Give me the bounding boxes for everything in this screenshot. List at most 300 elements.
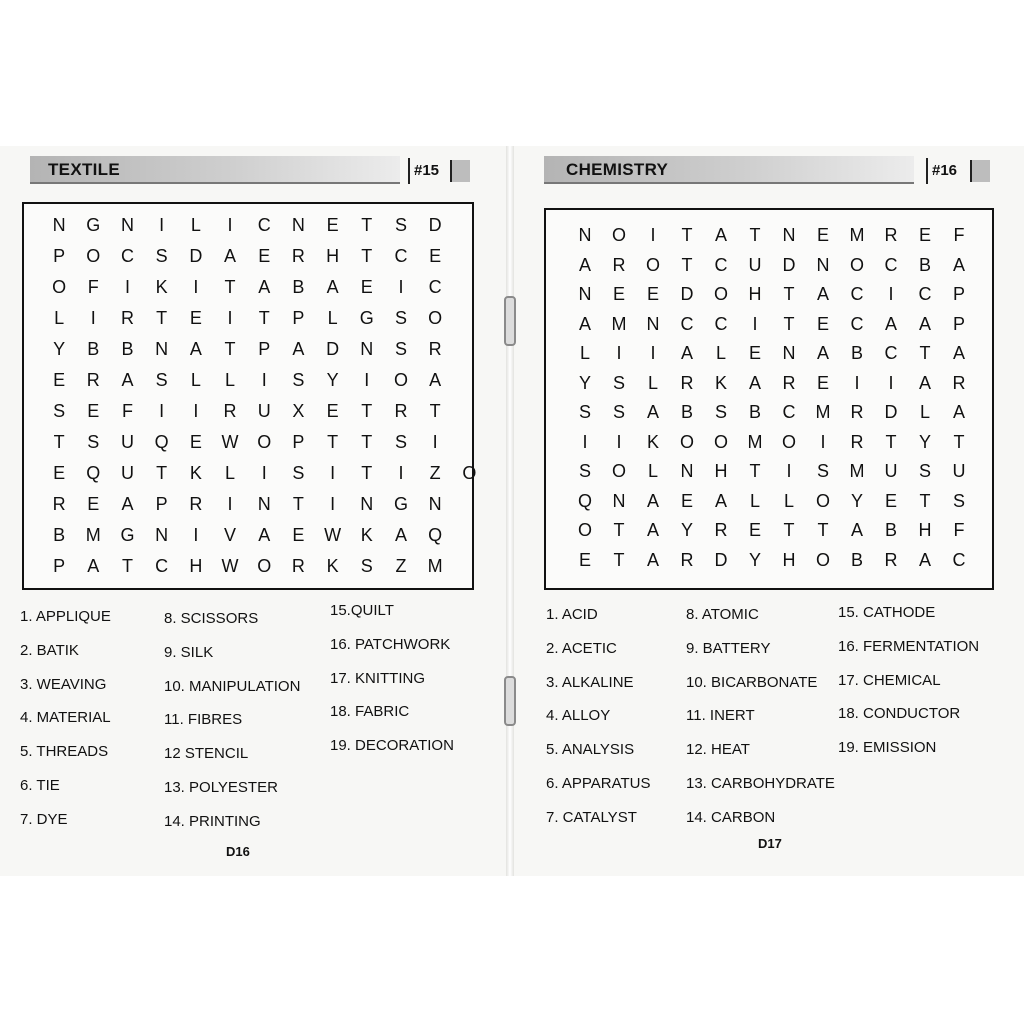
grid-letter: C [884, 343, 898, 363]
grid-row [568, 427, 976, 457]
grid-letter: R [680, 549, 694, 570]
grid-letter: T [783, 284, 795, 304]
grid-letter: C [680, 313, 694, 334]
word-list-item: 3. WEAVING [20, 675, 107, 693]
grid-letter: S [578, 402, 591, 422]
grid-letter: L [919, 402, 930, 422]
word-list-item: 9. SILK [164, 643, 214, 661]
grid-letter: O [645, 254, 660, 275]
grid-letter: A [714, 490, 727, 511]
grid-letter: U [884, 461, 898, 481]
word-search-grid [22, 202, 477, 590]
grid-letter: E [816, 372, 829, 393]
grid-letter: F [953, 225, 965, 245]
puzzle-header [30, 156, 474, 186]
header-tail [450, 160, 470, 182]
grid-letter: M [427, 556, 443, 576]
grid-row [42, 365, 452, 395]
grid-row [568, 456, 976, 486]
word-list-item: 4. ALLOY [546, 707, 611, 725]
grid-letter: I [193, 525, 199, 545]
grid-letter: E [189, 308, 202, 328]
grid-letter: N [578, 225, 592, 245]
word-list-item: 6. APPARATUS [546, 775, 651, 792]
grid-letter: C [850, 313, 864, 334]
grid-letter: N [360, 339, 374, 359]
grid-letter: P [53, 246, 66, 266]
grid-letter: T [121, 556, 133, 576]
grid-row [42, 520, 452, 550]
grid-letter: R [428, 339, 442, 359]
grid-letter: C [257, 215, 271, 235]
grid-letter: P [292, 308, 305, 328]
grid-letter: W [221, 556, 239, 576]
grid-letter: R [120, 308, 134, 328]
grid-letter: B [850, 343, 863, 363]
grid-letter: T [817, 520, 829, 540]
grid-letter: T [361, 401, 373, 421]
grid-letter: Z [429, 463, 441, 483]
grid-letter: T [919, 490, 931, 511]
grid-row [568, 486, 976, 516]
grid-letter: D [782, 254, 796, 275]
grid-letter: E [646, 284, 659, 304]
grid-letter: U [748, 254, 762, 275]
grid-letter: T [361, 432, 373, 452]
grid-row [42, 241, 452, 271]
grid-letter: B [680, 402, 693, 422]
grid-letter: Y [680, 520, 693, 540]
grid-letter: T [361, 215, 373, 235]
grid-letter: A [189, 339, 202, 359]
grid-letter: S [155, 246, 168, 266]
grid-letter: S [292, 463, 305, 483]
grid-row [568, 279, 976, 309]
grid-letter: A [952, 254, 965, 275]
page-number: D17 [758, 836, 782, 851]
grid-letter: N [52, 215, 66, 235]
grid-letter: O [815, 490, 830, 511]
grid-letter: E [326, 215, 339, 235]
grid-letter: R [86, 370, 100, 390]
grid-letter: N [578, 284, 592, 304]
grid-letter: E [292, 525, 305, 545]
grid-letter: A [646, 520, 659, 540]
grid-letter: G [359, 308, 374, 328]
grid-row [42, 396, 452, 426]
grid-letter: U [952, 461, 966, 481]
grid-letter: F [87, 277, 99, 297]
grid-letter: T [919, 343, 931, 363]
grid-letter: D [428, 215, 442, 235]
grid-letter: I [398, 463, 404, 483]
grid-letter: L [647, 461, 658, 481]
grid-letter: T [292, 494, 304, 514]
grid-letter: G [393, 494, 408, 514]
grid-letter: T [953, 431, 965, 452]
grid-letter: F [121, 401, 133, 421]
grid-letter: L [190, 215, 201, 235]
grid-letter: L [225, 370, 236, 390]
puzzle-title: TEXTILE [48, 160, 120, 179]
word-list-item: 18. CONDUCTOR [838, 705, 961, 723]
grid-letter: Q [154, 432, 169, 452]
grid-letter: O [52, 277, 67, 297]
word-list-item: 16. PATCHWORK [330, 635, 451, 653]
word-list-item: 12 STENCIL [164, 745, 249, 763]
grid-letter: E [578, 549, 591, 570]
grid-letter: N [680, 461, 694, 481]
grid-letter: R [52, 494, 66, 514]
grid-letter: L [783, 490, 794, 511]
grid-letter: S [360, 556, 373, 576]
grid-letter: R [291, 556, 305, 576]
grid-letter: S [952, 490, 965, 511]
grid-letter: Y [53, 339, 66, 359]
word-list-item: 10. MANIPULATION [164, 677, 301, 695]
grid-letter: I [227, 308, 233, 328]
grid-letter: C [120, 246, 134, 266]
puzzle-header [544, 156, 992, 186]
grid-letter: T [361, 246, 373, 266]
grid-letter: C [714, 313, 728, 334]
grid-letter: N [612, 490, 626, 511]
grid-letter: Y [748, 549, 761, 570]
grid-letter: I [616, 431, 622, 452]
word-list-item: 18. FABRIC [330, 703, 410, 721]
grid-letter: S [394, 339, 407, 359]
grid-letter: Y [326, 370, 339, 390]
grid-letter: R [714, 520, 728, 540]
grid-letter: I [261, 370, 267, 390]
grid-letter: S [612, 372, 625, 393]
grid-row [42, 489, 452, 519]
grid-letter: C [952, 549, 966, 570]
grid-letter: S [578, 461, 591, 481]
grid-letter: E [680, 490, 693, 511]
grid-letter: B [292, 277, 305, 297]
grid-letter: E [326, 401, 339, 421]
grid-letter: I [786, 461, 792, 481]
grid-letter: M [85, 525, 101, 545]
grid-letter: A [121, 370, 134, 390]
grid-letter: W [324, 525, 342, 545]
grid-letter: C [714, 254, 728, 275]
grid-letter: I [227, 494, 233, 514]
grid-letter: R [612, 254, 626, 275]
grid-letter: Y [850, 490, 863, 511]
grid-letter: I [650, 225, 656, 245]
header-separator [926, 158, 928, 184]
grid-letter: O [713, 431, 728, 452]
grid-letter: N [155, 339, 169, 359]
grid-letter: I [752, 313, 758, 334]
word-list-item: 8. SCISSORS [164, 610, 259, 627]
grid-letter: A [87, 556, 100, 576]
grid-letter: W [221, 432, 239, 452]
grid-row [42, 458, 486, 488]
grid-letter: T [156, 463, 168, 483]
page-textile [0, 146, 508, 876]
grid-letter: C [850, 284, 864, 304]
word-list-item: 15.QUILT [330, 602, 394, 619]
grid-letter: T [361, 463, 373, 483]
word-list-item: 15. CATHODE [838, 604, 936, 621]
grid-letter: B [87, 339, 100, 359]
grid-letter: T [258, 308, 270, 328]
grid-letter: E [53, 463, 66, 483]
grid-letter: T [749, 225, 761, 245]
grid-letter: A [578, 313, 591, 334]
grid-row [568, 250, 976, 280]
grid-letter: E [918, 225, 931, 245]
page-chemistry [512, 146, 1024, 876]
grid-letter: O [849, 254, 864, 275]
grid-letter: I [432, 432, 438, 452]
grid-letter: K [155, 277, 168, 297]
grid-letter: O [257, 556, 272, 576]
grid-letter: A [816, 284, 829, 304]
grid-letter: C [155, 556, 169, 576]
grid-letter: P [952, 284, 965, 304]
grid-letter: K [326, 556, 339, 576]
grid-letter: A [646, 490, 659, 511]
grid-letter: T [224, 277, 236, 297]
grid-letter: D [680, 284, 694, 304]
grid-letter: T [327, 432, 339, 452]
grid-letter: A [258, 525, 271, 545]
grid-letter: A [816, 343, 829, 363]
word-list-item: 9. BATTERY [686, 639, 771, 657]
grid-letter: O [577, 520, 592, 540]
grid-letter: N [646, 313, 660, 334]
grid-letter: R [850, 402, 864, 422]
grid-letter: E [429, 246, 442, 266]
grid-letter: H [918, 520, 932, 540]
grid-letter: E [360, 277, 373, 297]
grid-letter: H [714, 461, 728, 481]
word-list-item: 13. POLYESTER [164, 779, 278, 796]
grid-row [568, 397, 976, 427]
puzzle-number: #16 [932, 162, 958, 179]
grid-letter: U [257, 401, 271, 421]
grid-letter: L [190, 370, 201, 390]
grid-letter: A [326, 277, 339, 297]
grid-letter: T [429, 401, 441, 421]
grid-letter: T [885, 431, 897, 452]
grid-letter: P [292, 432, 305, 452]
grid-letter: D [326, 339, 340, 359]
word-list-item: 1. ACID [546, 606, 598, 623]
grid-letter: T [681, 225, 693, 245]
grid-letter: A [952, 343, 965, 363]
grid-row [42, 272, 452, 302]
grid-letter: B [850, 549, 863, 570]
grid-letter: R [884, 225, 898, 245]
grid-letter: I [330, 494, 336, 514]
grid-letter: R [884, 549, 898, 570]
grid-letter: L [647, 372, 658, 393]
grid-letter: T [749, 461, 761, 481]
grid-letter: T [53, 432, 65, 452]
grid-letter: N [291, 215, 305, 235]
grid-letter: I [159, 215, 165, 235]
grid-letter: O [86, 246, 101, 266]
word-list-item: 11. INERT [686, 707, 755, 725]
puzzle-title: CHEMISTRY [566, 160, 669, 179]
grid-letter: M [849, 461, 865, 481]
puzzle-number: #15 [414, 162, 440, 179]
grid-letter: B [53, 525, 66, 545]
grid-letter: O [257, 432, 272, 452]
grid-letter: E [612, 284, 625, 304]
grid-letter: P [258, 339, 271, 359]
grid-letter: H [782, 549, 796, 570]
grid-letter: T [613, 549, 625, 570]
grid-letter: C [918, 284, 932, 304]
grid-letter: Y [578, 372, 591, 393]
grid-letter: M [747, 431, 763, 452]
grid-letter: S [394, 215, 407, 235]
grid-letter: I [616, 343, 622, 363]
grid-letter: R [189, 494, 203, 514]
grid-letter: S [612, 402, 625, 422]
grid-letter: I [227, 215, 233, 235]
page-number: D16 [226, 844, 250, 859]
grid-letter: S [87, 432, 100, 452]
grid-letter: Y [918, 431, 931, 452]
grid-letter: I [193, 277, 199, 297]
grid-letter: B [918, 254, 931, 275]
grid-letter: E [884, 490, 897, 511]
grid-letter: I [820, 431, 826, 452]
grid-letter: E [816, 313, 829, 334]
grid-letter: S [155, 370, 168, 390]
grid-letter: K [360, 525, 373, 545]
grid-letter: A [394, 525, 407, 545]
grid-row [568, 338, 976, 368]
grid-letter: R [782, 372, 796, 393]
grid-letter: M [611, 313, 627, 334]
grid-letter: O [713, 284, 728, 304]
grid-row [568, 368, 976, 398]
grid-row [42, 334, 452, 364]
word-list-item: 5. ANALYSIS [546, 741, 635, 759]
word-list-item: 17. KNITTING [330, 669, 426, 687]
grid-letter: T [613, 520, 625, 540]
grid-letter: A [224, 246, 237, 266]
word-list-item: 4. MATERIAL [20, 709, 111, 727]
grid-letter: A [748, 372, 761, 393]
grid-row [568, 309, 976, 339]
word-list-item: 19. EMISSION [838, 739, 937, 757]
grid-letter: E [258, 246, 271, 266]
grid-letter: V [224, 525, 237, 545]
word-list-item: 14. PRINTING [164, 812, 261, 830]
grid-letter: Q [86, 463, 101, 483]
grid-letter: T [156, 308, 168, 328]
header-tail [970, 160, 990, 182]
grid-letter: G [86, 215, 101, 235]
grid-letter: S [53, 401, 66, 421]
grid-letter: E [816, 225, 829, 245]
word-list-item: 14. CARBON [686, 808, 776, 826]
grid-letter: O [611, 461, 626, 481]
grid-letter: R [850, 431, 864, 452]
grid-letter: E [53, 370, 66, 390]
grid-letter: B [748, 402, 761, 422]
grid-letter: A [258, 277, 271, 297]
grid-letter: D [714, 549, 728, 570]
open-puzzle-book [0, 146, 1024, 876]
grid-letter: M [849, 225, 865, 245]
grid-letter: P [53, 556, 66, 576]
word-list-item: 10. BICARBONATE [686, 673, 818, 691]
grid-letter: B [884, 520, 897, 540]
grid-letter: E [748, 343, 761, 363]
word-list-item: 13. CARBOHYDRATE [686, 775, 835, 792]
grid-letter: S [394, 432, 407, 452]
grid-letter: R [952, 372, 966, 393]
grid-letter: N [782, 225, 796, 245]
word-list-item: 7. DYE [20, 810, 68, 828]
grid-letter: I [330, 463, 336, 483]
grid-letter: I [650, 343, 656, 363]
grid-letter: I [364, 370, 370, 390]
word-list-item: 1. APPLIQUE [20, 608, 111, 625]
grid-letter: O [462, 463, 477, 483]
grid-letter: A [714, 225, 727, 245]
grid-letter: I [888, 372, 894, 393]
grid-letter: X [292, 401, 305, 421]
grid-letter: S [918, 461, 931, 481]
grid-letter: D [189, 246, 203, 266]
grid-letter: I [854, 372, 860, 393]
grid-letter: L [715, 343, 726, 363]
grid-letter: A [952, 402, 965, 422]
grid-letter: R [223, 401, 237, 421]
grid-letter: P [155, 494, 168, 514]
grid-letter: E [748, 520, 761, 540]
grid-row [568, 545, 976, 575]
grid-letter: G [120, 525, 135, 545]
grid-letter: E [87, 494, 100, 514]
grid-letter: P [952, 313, 965, 334]
grid-letter: K [189, 463, 202, 483]
word-search-grid [544, 208, 994, 590]
grid-letter: O [679, 431, 694, 452]
grid-letter: E [189, 432, 202, 452]
grid-letter: A [918, 549, 931, 570]
word-list-item: 19. DECORATION [330, 737, 454, 755]
grid-letter: I [888, 284, 894, 304]
grid-letter: N [816, 254, 830, 275]
grid-letter: U [120, 432, 134, 452]
grid-letter: O [781, 431, 796, 452]
grid-letter: Z [395, 556, 407, 576]
grid-letter: N [782, 343, 796, 363]
grid-row [42, 303, 452, 333]
grid-letter: I [90, 308, 96, 328]
grid-letter: N [428, 494, 442, 514]
grid-letter: A [429, 370, 442, 390]
grid-letter: S [394, 308, 407, 328]
grid-letter: L [579, 343, 590, 363]
grid-letter: O [815, 549, 830, 570]
grid-letter: M [815, 402, 831, 422]
grid-letter: F [953, 520, 965, 540]
grid-letter: N [120, 215, 134, 235]
